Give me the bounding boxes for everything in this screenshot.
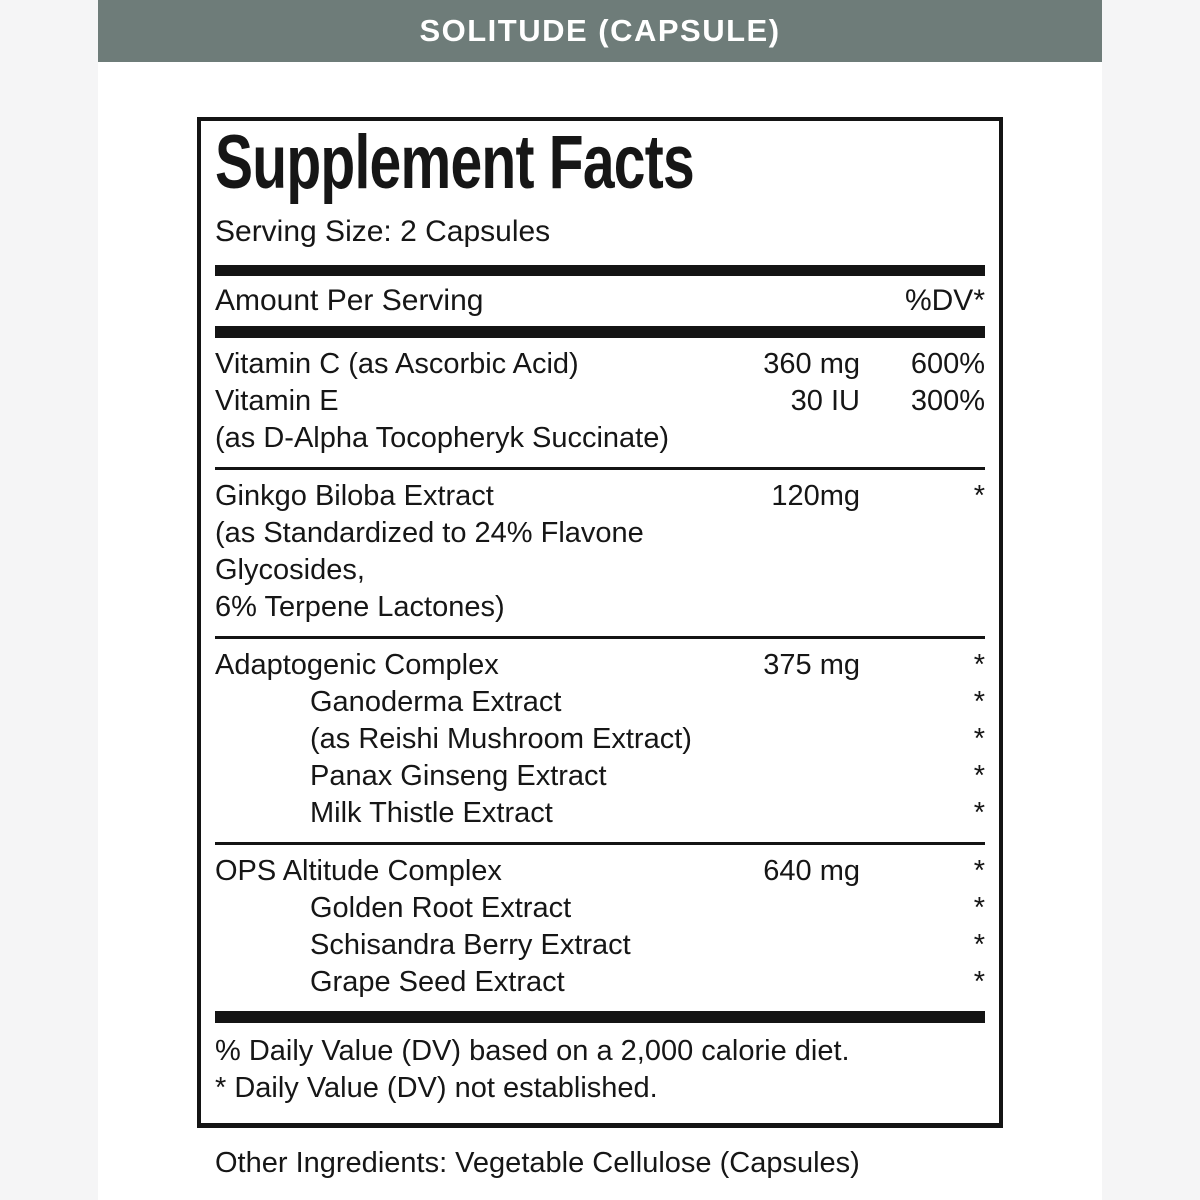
ingredient-amount bbox=[740, 890, 860, 927]
ingredient-amount: 640 mg bbox=[763, 855, 860, 887]
ingredient-dv: 600% bbox=[910, 348, 985, 380]
ingredient-amount bbox=[740, 927, 860, 964]
amount-per-serving-label: Amount Per Serving bbox=[215, 284, 484, 317]
ingredient-amount bbox=[740, 795, 860, 832]
ingredient-section bbox=[215, 467, 985, 636]
ingredient-name: Adaptogenic Complex bbox=[215, 649, 499, 681]
ingredient-row bbox=[215, 515, 985, 589]
ingredient-name: Schisandra Berry Extract bbox=[310, 929, 631, 961]
divider-thick-bottom bbox=[215, 1011, 985, 1023]
other-ingredients: Other Ingredients: Vegetable Cellulose (Capsules) bbox=[215, 1147, 860, 1179]
ingredient-amount: 375 mg bbox=[763, 649, 860, 681]
ingredient-dv: * bbox=[973, 686, 985, 718]
ingredient-row bbox=[215, 589, 985, 626]
ingredient-name: (as Reishi Mushroom Extract) bbox=[310, 723, 692, 755]
serving-size: Serving Size: 2 Capsules bbox=[215, 215, 551, 248]
ingredient-name: Ginkgo Biloba Extract bbox=[215, 480, 494, 512]
ingredient-amount bbox=[740, 589, 860, 626]
ingredient-amount: 30 IU bbox=[790, 385, 860, 417]
divider-thick-middle bbox=[215, 326, 985, 338]
ingredient-dv: * bbox=[973, 966, 985, 998]
ingredient-row bbox=[215, 853, 985, 890]
ingredient-row bbox=[215, 684, 985, 721]
ingredient-amount bbox=[740, 515, 860, 589]
supplement-facts-panel bbox=[197, 117, 1003, 1128]
percent-dv-label: %DV* bbox=[904, 284, 985, 317]
ingredient-name: Ganoderma Extract bbox=[310, 686, 562, 718]
ingredient-dv: * bbox=[973, 797, 985, 829]
ingredient-section bbox=[215, 842, 985, 1011]
ingredient-dv bbox=[860, 420, 985, 457]
ingredient-section bbox=[215, 636, 985, 842]
content-area bbox=[98, 0, 1102, 1200]
footnote-daily-value: % Daily Value (DV) based on a 2,000 calorie diet. bbox=[215, 1035, 850, 1067]
ingredient-name: (as D-Alpha Tocopheryk Succinate) bbox=[215, 422, 670, 454]
product-header-bar bbox=[98, 0, 1102, 62]
ingredient-name: Vitamin E bbox=[215, 385, 339, 417]
ingredient-amount bbox=[740, 420, 860, 457]
ingredient-amount bbox=[740, 964, 860, 1001]
ingredient-row bbox=[215, 346, 985, 383]
panel-title: Supplement Facts bbox=[215, 120, 694, 205]
ingredient-dv: * bbox=[973, 723, 985, 755]
ingredient-row bbox=[215, 721, 985, 758]
ingredient-row bbox=[215, 964, 985, 1001]
ingredient-dv: 300% bbox=[910, 385, 985, 417]
ingredient-dv: * bbox=[973, 855, 985, 887]
ingredient-row bbox=[215, 927, 985, 964]
ingredient-name: (as Standardized to 24% Flavone Glycosides, bbox=[215, 517, 644, 586]
footnotes bbox=[215, 1023, 985, 1123]
ingredient-row bbox=[215, 478, 985, 515]
ingredient-amount bbox=[740, 758, 860, 795]
ingredient-name: Vitamin C (as Ascorbic Acid) bbox=[215, 348, 579, 380]
footnote-not-established: * Daily Value (DV) not established. bbox=[215, 1072, 658, 1104]
ingredient-section bbox=[215, 338, 985, 467]
divider-thick-top bbox=[215, 265, 985, 276]
ingredient-amount bbox=[740, 721, 860, 758]
ingredient-name: Grape Seed Extract bbox=[310, 966, 565, 998]
ingredient-dv: * bbox=[973, 929, 985, 961]
ingredient-amount: 120mg bbox=[771, 480, 860, 512]
ingredient-amount bbox=[740, 684, 860, 721]
ingredient-dv: * bbox=[973, 649, 985, 681]
product-title: SOLITUDE (CAPSULE) bbox=[419, 13, 781, 48]
ingredient-name: OPS Altitude Complex bbox=[215, 855, 502, 887]
ingredient-name: 6% Terpene Lactones) bbox=[215, 591, 505, 623]
ingredient-dv: * bbox=[973, 760, 985, 792]
ingredient-row bbox=[215, 795, 985, 832]
ingredient-row bbox=[215, 758, 985, 795]
ingredient-row bbox=[215, 890, 985, 927]
ingredient-dv: * bbox=[973, 892, 985, 924]
ingredient-row bbox=[215, 383, 985, 420]
ingredient-sections bbox=[215, 338, 985, 1011]
ingredient-dv: * bbox=[973, 480, 985, 512]
column-header-row bbox=[215, 276, 985, 326]
ingredient-name: Golden Root Extract bbox=[310, 892, 572, 924]
ingredient-row bbox=[215, 420, 985, 457]
ingredient-dv bbox=[860, 589, 985, 626]
ingredient-amount: 360 mg bbox=[763, 348, 860, 380]
ingredient-row bbox=[215, 647, 985, 684]
ingredient-name: Panax Ginseng Extract bbox=[310, 760, 607, 792]
ingredient-name: Milk Thistle Extract bbox=[310, 797, 553, 829]
ingredient-dv bbox=[860, 515, 985, 589]
